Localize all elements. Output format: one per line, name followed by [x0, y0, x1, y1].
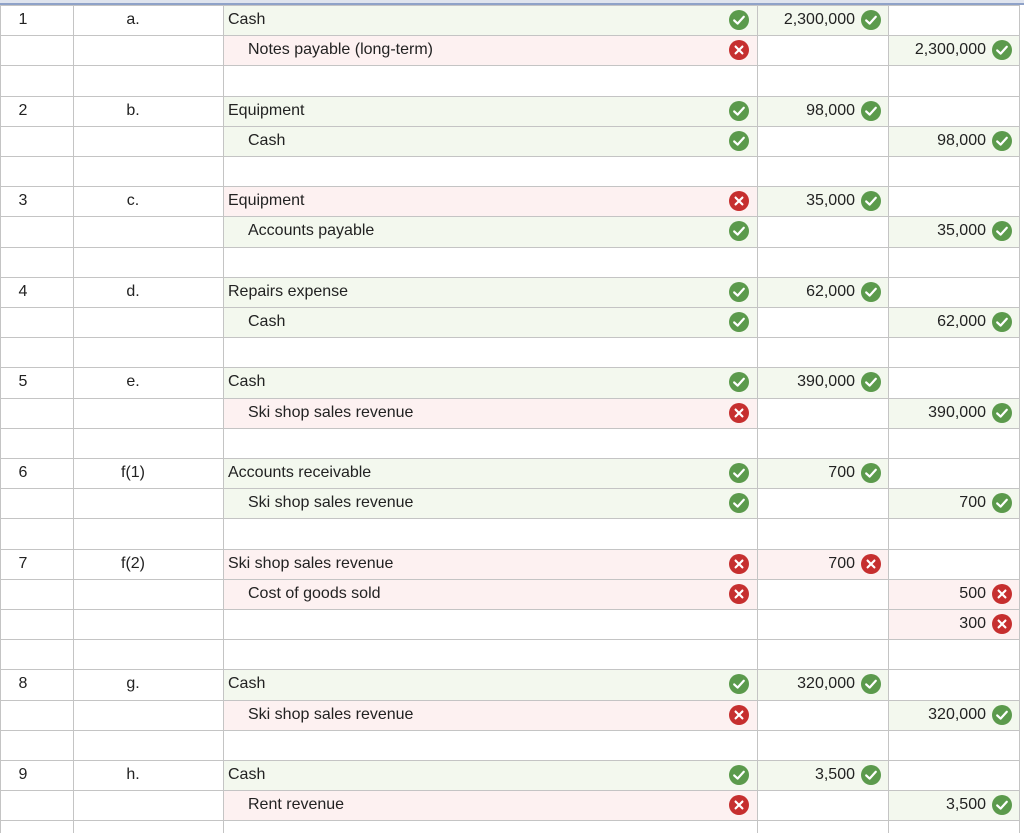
- entry-number: 9: [18, 766, 28, 783]
- check-icon: [729, 463, 749, 483]
- debit-amount-field[interactable]: 320,000: [797, 675, 855, 693]
- cross-icon: [729, 40, 749, 60]
- debit-amount-field[interactable]: 700: [828, 554, 855, 572]
- credit-amount-field[interactable]: 500: [959, 584, 986, 602]
- check-icon: [992, 221, 1012, 241]
- grid-column-line: [0, 5, 1, 833]
- debit-amount-field[interactable]: 2,300,000: [783, 11, 855, 28]
- debit-amount-field[interactable]: 700: [828, 464, 855, 481]
- grid-row-line: [0, 790, 1020, 791]
- cross-icon: [729, 584, 749, 604]
- transaction-ref: h.: [126, 766, 140, 783]
- cross-icon: [729, 554, 749, 574]
- account-cell: [224, 126, 757, 156]
- account-cell: [224, 669, 757, 699]
- entry-number: 4: [18, 282, 28, 300]
- entry-number: 2: [18, 101, 28, 119]
- grid-row-line: [0, 247, 1020, 248]
- check-icon: [729, 221, 749, 241]
- credit-amount-field[interactable]: 700: [959, 494, 986, 512]
- check-icon: [729, 101, 749, 121]
- cross-icon: [992, 614, 1012, 634]
- grid-row-line: [0, 307, 1020, 308]
- grid-row-line: [0, 549, 1020, 550]
- grid-row-line: [0, 96, 1020, 97]
- account-name-field[interactable]: Ski shop sales revenue: [248, 494, 414, 512]
- grid-column-line: [73, 5, 74, 833]
- check-icon: [729, 10, 749, 30]
- grid-row-line: [0, 639, 1020, 640]
- account-name-field[interactable]: Cash: [248, 131, 286, 149]
- credit-amount-field[interactable]: 390,000: [928, 403, 986, 421]
- grid-column-line: [223, 5, 224, 833]
- grid-row-line: [0, 367, 1020, 368]
- grid-row-line: [0, 216, 1020, 217]
- account-cell: [224, 760, 757, 790]
- grid-row-line: [0, 277, 1020, 278]
- cross-icon: [729, 191, 749, 211]
- debit-amount-field[interactable]: 3,500: [814, 766, 855, 783]
- grid-column-line: [888, 5, 889, 833]
- check-icon: [729, 372, 749, 392]
- grid-column-line: [757, 5, 758, 833]
- account-name-field[interactable]: Accounts receivable: [228, 464, 372, 481]
- account-name-field[interactable]: Cash: [228, 11, 266, 28]
- account-name-field[interactable]: Ski shop sales revenue: [248, 705, 414, 723]
- entry-number: 6: [18, 464, 28, 481]
- account-name-field[interactable]: Cash: [228, 766, 266, 783]
- transaction-ref: d.: [126, 282, 140, 300]
- transaction-ref: a.: [126, 11, 140, 28]
- check-icon: [861, 463, 881, 483]
- account-name-field[interactable]: Cash: [228, 675, 266, 693]
- credit-amount-field[interactable]: 320,000: [928, 705, 986, 723]
- grid-row-line: [0, 35, 1020, 36]
- grid-row-line: [0, 488, 1020, 489]
- account-name-field[interactable]: Cash: [228, 373, 266, 391]
- transaction-ref: f(2): [121, 554, 145, 572]
- account-name-field[interactable]: Ski shop sales revenue: [228, 554, 394, 572]
- account-cell: [224, 5, 757, 35]
- check-icon: [729, 674, 749, 694]
- check-icon: [861, 674, 881, 694]
- grid-column-line: [1019, 5, 1020, 833]
- grid-row-line: [0, 337, 1020, 338]
- account-name-field[interactable]: Equipment: [228, 192, 305, 210]
- grid-row-line: [0, 65, 1020, 66]
- check-icon: [992, 403, 1012, 423]
- grid-row-line: [0, 820, 1020, 821]
- debit-amount-field[interactable]: 62,000: [806, 282, 855, 300]
- entry-number: 7: [18, 554, 28, 572]
- cross-icon: [861, 554, 881, 574]
- credit-amount-field[interactable]: 62,000: [937, 313, 986, 330]
- grid-row-line: [0, 518, 1020, 519]
- entry-number: 3: [18, 192, 28, 210]
- entry-number: 8: [18, 675, 28, 693]
- transaction-ref: e.: [126, 373, 140, 391]
- grid-row-line: [0, 579, 1020, 580]
- grid-row-line: [0, 609, 1020, 610]
- grid-row-line: [0, 186, 1020, 187]
- check-icon: [992, 705, 1012, 725]
- cross-icon: [992, 584, 1012, 604]
- cross-icon: [729, 795, 749, 815]
- debit-amount-field[interactable]: 98,000: [806, 101, 855, 119]
- check-icon: [992, 131, 1012, 151]
- grid-row-line: [0, 126, 1020, 127]
- account-name-field[interactable]: Repairs expense: [228, 282, 349, 300]
- check-icon: [729, 312, 749, 332]
- grid-row-line: [0, 730, 1020, 731]
- account-name-field[interactable]: Cash: [248, 313, 286, 330]
- grid-row-line: [0, 428, 1020, 429]
- cross-icon: [729, 403, 749, 423]
- credit-amount-field[interactable]: 98,000: [937, 131, 986, 149]
- grid-row-line: [0, 398, 1020, 399]
- debit-amount-field[interactable]: 390,000: [797, 373, 855, 391]
- grid-row-line: [0, 760, 1020, 761]
- account-name-field[interactable]: Accounts payable: [248, 222, 375, 240]
- entry-number: 5: [18, 373, 28, 391]
- credit-amount-field[interactable]: 3,500: [945, 796, 986, 814]
- check-icon: [729, 765, 749, 785]
- check-icon: [861, 101, 881, 121]
- check-icon: [729, 493, 749, 513]
- debit-amount-field[interactable]: 35,000: [806, 192, 855, 210]
- credit-amount-field[interactable]: 2,300,000: [914, 41, 986, 59]
- check-icon: [861, 282, 881, 302]
- account-name-field[interactable]: Notes payable (long-term): [248, 41, 433, 59]
- transaction-ref: c.: [126, 192, 140, 210]
- credit-amount-field[interactable]: 35,000: [937, 222, 986, 240]
- grid-row-line: [0, 700, 1020, 701]
- credit-amount-field[interactable]: 300: [959, 615, 986, 632]
- account-name-field[interactable]: Cost of goods sold: [248, 584, 381, 602]
- check-icon: [861, 765, 881, 785]
- grid-row-line: [0, 669, 1020, 670]
- check-icon: [992, 40, 1012, 60]
- check-icon: [861, 191, 881, 211]
- transaction-ref: f(1): [121, 464, 145, 481]
- transaction-ref: b.: [126, 101, 140, 119]
- check-icon: [729, 282, 749, 302]
- check-icon: [729, 131, 749, 151]
- check-icon: [861, 372, 881, 392]
- cross-icon: [729, 705, 749, 725]
- check-icon: [992, 493, 1012, 513]
- grid-row-line: [0, 458, 1020, 459]
- check-icon: [861, 10, 881, 30]
- account-name-field[interactable]: Ski shop sales revenue: [248, 403, 414, 421]
- grid-row-line: [0, 5, 1020, 6]
- check-icon: [992, 312, 1012, 332]
- grid-row-line: [0, 156, 1020, 157]
- check-icon: [992, 795, 1012, 815]
- transaction-ref: g.: [126, 675, 140, 693]
- account-name-field[interactable]: Rent revenue: [248, 796, 345, 814]
- account-cell: [224, 367, 757, 397]
- account-name-field[interactable]: Equipment: [228, 101, 305, 119]
- entry-number: 1: [18, 11, 28, 28]
- account-cell: [224, 307, 757, 337]
